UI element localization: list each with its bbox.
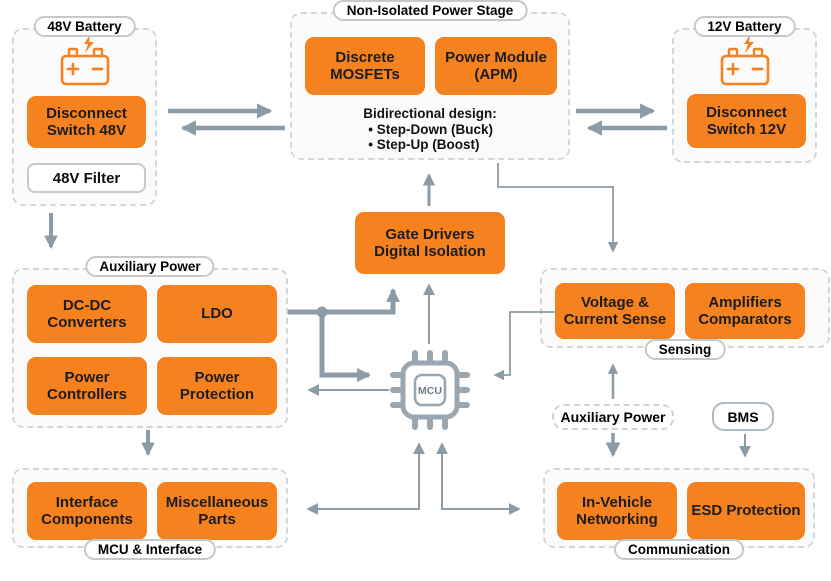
junction-dot [317,307,328,318]
box-disconnect-switch-48v: Disconnect Switch 48V [27,96,146,148]
box-esd-protection: ESD Protection [687,482,805,540]
badge-auxiliary-power: Auxiliary Power [85,256,214,277]
group-mcu-interface [12,468,288,557]
pill-bms: BMS [712,402,774,431]
arrow-aux-to-mcu [322,312,369,375]
box-dcdc-converters: DC-DC Converters [27,285,147,343]
box-miscellaneous-parts: Miscellaneous Parts [157,482,277,540]
box-power-protection: Power Protection [157,357,277,415]
arrow-aux-to-gatedrivers [288,290,393,312]
group-12v-battery [672,19,817,163]
pill-auxiliary-power: Auxiliary Power [552,404,674,430]
bidirectional-note [292,106,568,154]
gate-drivers-line1: Gate Drivers [385,225,475,243]
group-power-stage [290,3,570,160]
box-discrete-mosfets: Discrete MOSFETs [305,37,425,95]
box-interface-components: Interface Components [27,482,147,540]
box-48v-filter: 48V Filter [27,163,146,193]
badge-48v-battery: 48V Battery [33,16,135,37]
box-ldo: LDO [157,285,277,343]
box-amplifiers-comparators: Amplifiers Comparators [685,283,805,339]
box-disconnect-switch-12v: Disconnect Switch 12V [687,94,806,148]
group-sensing [540,268,830,357]
badge-sensing: Sensing [645,339,726,360]
group-communication [543,468,815,557]
battery-icon [716,34,776,90]
box-power-module-apm: Power Module (APM) [435,37,557,95]
mcu-chip-icon [377,337,483,443]
box-gate-drivers [355,212,505,274]
note-item: • Step-Up (Boost) [368,137,480,153]
box-power-controllers: Power Controllers [27,357,147,415]
group-48v-battery [12,19,157,206]
badge-communication: Communication [614,539,744,560]
note-item: • Step-Down (Buck) [368,122,493,137]
badge-mcu-interface: MCU & Interface [84,539,216,560]
group-auxiliary-power [12,259,288,428]
note-title: Bidirectional design: [363,106,497,121]
badge-power-stage: Non-Isolated Power Stage [333,0,528,21]
arrow-stage-to-sensing [498,163,613,251]
badge-12v-battery: 12V Battery [693,16,795,37]
battery-icon [56,34,116,90]
box-voltage-current-sense: Voltage & Current Sense [555,283,675,339]
mcu-label: MCU [418,385,442,397]
gate-drivers-line2: Digital Isolation [374,243,486,260]
box-in-vehicle-networking: In-Vehicle Networking [557,482,677,540]
